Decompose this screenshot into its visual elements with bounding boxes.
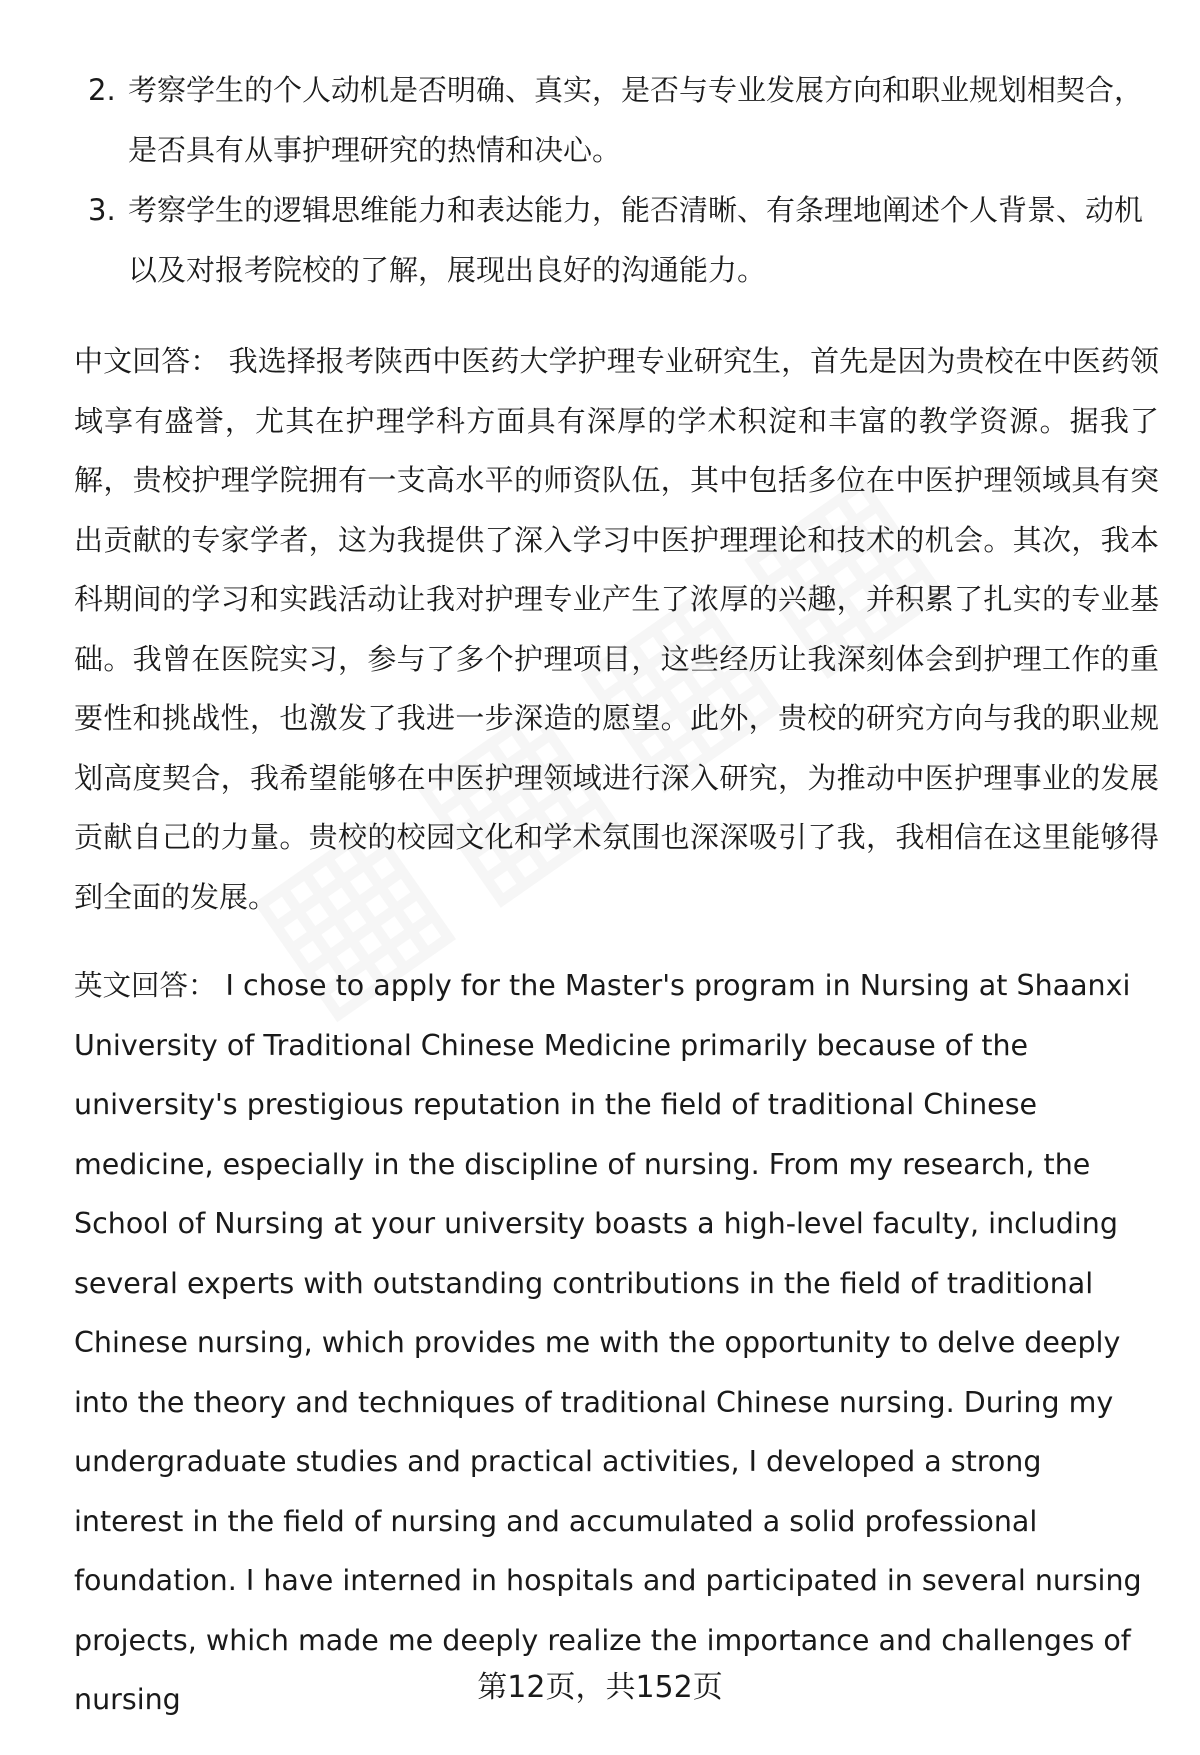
list-item-number: 3. [88,193,116,227]
page-number-footer: 第12页，共152页 [477,1670,723,1705]
list-item-text: 考察学生的逻辑思维能力和表达能力，能否清晰、有条理地阐述个人背景、动机以及对报考院校的了解，展现出良好的沟通能力。 [128,193,1144,287]
list-item-number: 2. [88,73,116,107]
list-item [74,180,1154,300]
english-answer-paragraph: 英文回答： I chose to apply for the Master's program in Nursing at Shaanxi University of Traditional Chinese Medicine primarily because of the university's prestigious reputation in the field of traditional Chinese medicine, especially in the discipline of nursing. From my research, the School of Nursing at your university boasts a high-level faculty, including several experts with outstanding contributions in the field of traditional Chinese nursing, which provides me with the opportunity to delve deeply into the theory and techniques of traditional Chinese nursing. During my undergraduate studies and practical activities, I developed a strong interest in the field of nursing and accumulated a solid professional foundation. I have interned in hospitals and participated in several nursing projects, which made me deeply realize the importance and challenges of nursing [74,969,1142,1716]
list-item [74,60,1154,180]
chinese-answer-paragraph: 中文回答： 我选择报考陕西中医药大学护理专业研究生，首先是因为贵校在中医药领域享有盛誉，尤其在护理学科方面具有深厚的学术积淀和丰富的教学资源。据我了解，贵校护理学院拥有一支高水平的师资队伍，其中包括多位在中医护理领域具有突出贡献的专家学者，这为我提供了深入学习中医护理理论和技术的机会。其次，我本科期间的学习和实践活动让我对护理专业产生了浓厚的兴趣，并积累了扎实的专业基础。我曾在医院实习，参与了多个护理项目，这些经历让我深刻体会到护理工作的重要性和挑战性，也激发了我进一步深造的愿望。此外，贵校的研究方向与我的职业规划高度契合，我希望能够在中医护理领域进行深入研究，为推动中医护理事业的发展贡献自己的力量。贵校的校园文化和学术氛围也深深吸引了我，我相信在这里能够得到全面的发展。 [74,344,1159,914]
list-item-text: 考察学生的个人动机是否明确、真实，是否与专业发展方向和职业规划相契合，是否具有从事护理研究的热情和决心。 [128,73,1144,167]
criteria-list [74,60,1154,300]
